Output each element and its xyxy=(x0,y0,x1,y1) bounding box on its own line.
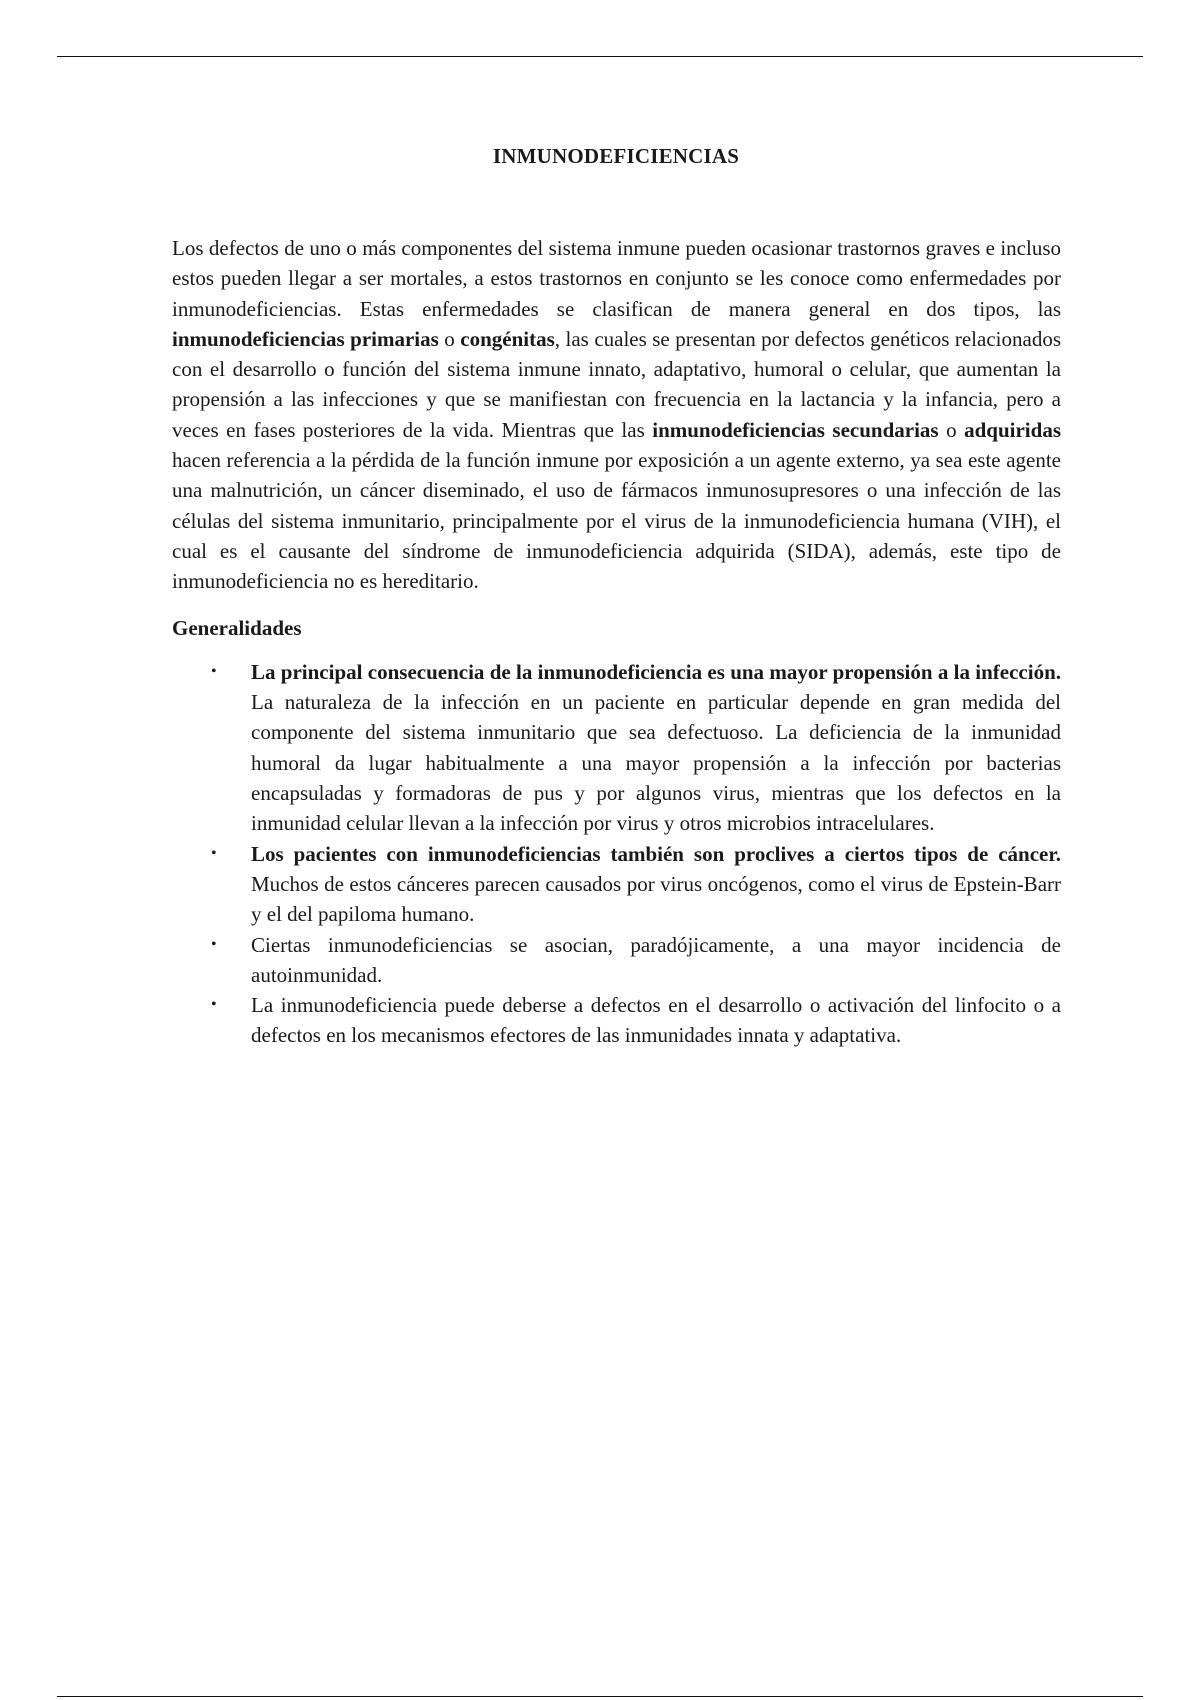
intro-bold-primarias: inmunodeficiencias primarias xyxy=(172,326,439,351)
bullet-text: Ciertas inmunodeficiencias se asocian, paradójicamente, a una mayor incidencia de autoinmunidad. xyxy=(251,932,1061,987)
document-title: INMUNODEFICIENCIAS xyxy=(492,144,740,168)
section-heading: Generalidades xyxy=(172,615,302,640)
bullet-icon: • xyxy=(211,662,217,680)
intro-bold-adquiridas: adquiridas xyxy=(964,417,1061,442)
list-item xyxy=(211,990,1061,1051)
document-body xyxy=(172,233,1061,1051)
bullet-icon: • xyxy=(211,844,217,862)
bullet-list xyxy=(172,657,1061,1051)
intro-text-1: Los defectos de uno o más componentes del sistema inmune pueden ocasionar trastornos graves e incluso estos pueden llegar a ser mortales, a estos trastornos en conjunto se les conoce como enfermedades por inmunodeficiencias. Estas enfermedades se clasifican de manera general en dos tipos, las xyxy=(172,236,1061,321)
bullet-text: La inmunodeficiencia puede deberse a defectos en el desarrollo o activación del linfocito o a defectos en los mecanismos efectores de las inmunidades innata y adaptativa. xyxy=(251,993,1061,1048)
intro-paragraph xyxy=(172,233,1061,597)
bullet-bold-text: La principal consecuencia de la inmunodeficiencia es una mayor propensión a la infección. xyxy=(251,659,1061,684)
bullet-icon: • xyxy=(211,996,217,1014)
intro-bold-secundarias: inmunodeficiencias secundarias xyxy=(652,417,939,442)
intro-text-3: , las cuales se presentan por defectos genéticos relacionados con el desarrollo o función del sistema inmune innato, adaptativo, humoral o celular, que aumentan la propensión a las infecciones y que se manifiestan con frecuencia en la lactancia y la infancia, pero a veces en fases posteriores de la vida. Mientras que las xyxy=(172,326,1061,442)
bullet-icon: • xyxy=(211,935,217,953)
bullet-bold-text: Los pacientes con inmunodeficiencias también son proclives a ciertos tipos de cáncer. xyxy=(251,841,1061,866)
bottom-rule xyxy=(57,1696,1143,1697)
list-item xyxy=(211,657,1061,839)
intro-text-4: o xyxy=(938,417,965,442)
intro-bold-congenitas: congénitas xyxy=(460,326,555,351)
top-rule xyxy=(57,56,1143,57)
bullet-text: La naturaleza de la infección en un paciente en particular depende en gran medida del componente del sistema inmunitario que sea defectuoso. La deficiencia de la inmunidad humoral da lugar habitualmente a una mayor propensión a la infección por bacterias encapsuladas y formadoras de pus y por algunos virus, mientras que los defectos en la inmunidad celular llevan a la infección por virus y otros microbios intracelulares. xyxy=(251,690,1061,836)
intro-text-5: hacen referencia a la pérdida de la función inmune por exposición a un agente externo, ya sea este agente una malnutrición, un cáncer diseminado, el uso de fármacos inmunosupresores o una infección de las células del sistema inmunitario, principalmente por el virus de la inmunodeficiencia humana (VIH), el cual es el causante del síndrome de inmunodeficiencia adquirida (SIDA), además, este tipo de inmunodeficiencia no es hereditario. xyxy=(172,448,1061,594)
list-item xyxy=(211,839,1061,930)
intro-text-2: o xyxy=(438,326,461,351)
list-item xyxy=(211,930,1061,991)
bullet-text: Muchos de estos cánceres parecen causados por virus oncógenos, como el virus de Epstein-Barr y el del papiloma humano. xyxy=(251,871,1061,927)
